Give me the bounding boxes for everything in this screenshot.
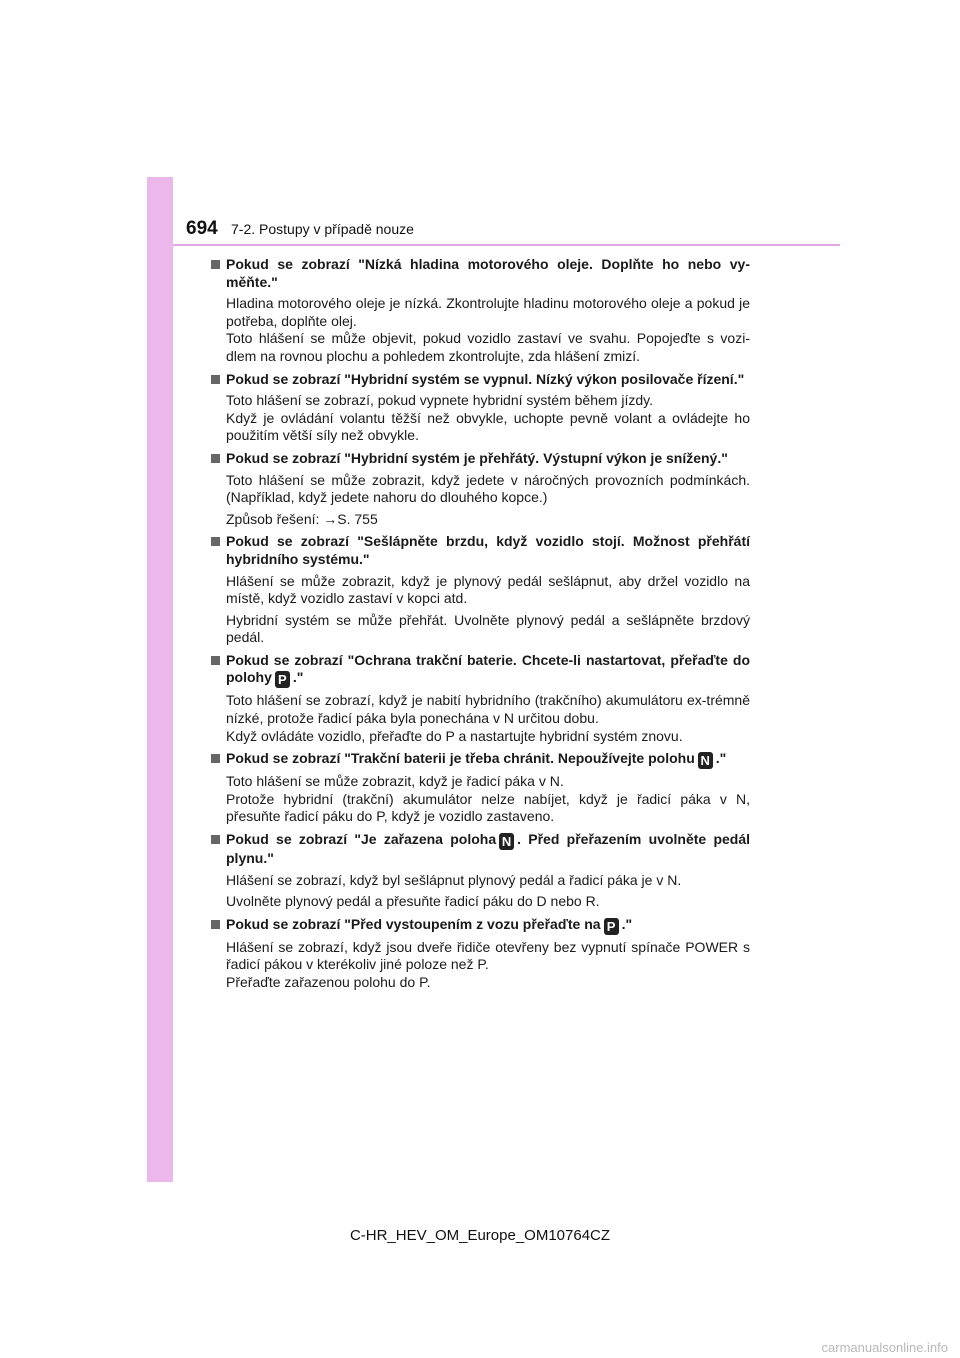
message-body: Hlášení se může zobrazit, když je plynový pedál sešlápnut, aby držel vozidlo na místě, když vozidlo zastaví v kopci atd.	[226, 572, 750, 607]
heading-text: Pokud se zobrazí "Sešlápněte brzdu, když vozidlo stojí. Možnost přehřátí hybridního systému."	[226, 533, 750, 567]
message-body: Hlášení se zobrazí, když jsou dveře řidiče otevřeny bez vypnutí spínače POWER s řadicí pákou v kterékoliv jiné poloze než P. Přeřaďte zařazenou polohu do P.	[226, 938, 750, 990]
gear-p-icon: P	[604, 918, 619, 935]
watermark: carmanualsonline.info	[821, 1340, 948, 1355]
message-item	[210, 916, 750, 992]
page-number: 694	[186, 218, 218, 239]
square-bullet-icon	[211, 754, 220, 763]
message-item	[210, 652, 750, 745]
square-bullet-icon	[211, 260, 220, 269]
square-bullet-icon	[211, 454, 220, 463]
heading-text: Pokud se zobrazí "Ochrana trakční baterie. Chcete-li nastartovat, přeřaďte do polohy	[226, 651, 750, 686]
heading-text: Pokud se zobrazí "Hybridní systém je přehřátý. Výstupní výkon je snížený."	[226, 449, 728, 466]
heading-text: Pokud se zobrazí "Hybridní systém se vypnul. Nízký výkon posilovače řízení."	[226, 370, 745, 387]
message-item	[210, 450, 750, 528]
message-item	[210, 256, 750, 366]
message-item	[210, 750, 750, 826]
message-body: Uvolněte plynový pedál a přesuňte řadicí páku do D nebo R.	[226, 893, 600, 910]
gear-n-icon: N	[499, 833, 514, 850]
message-body: Hladina motorového oleje je nízká. Zkontrolujte hladinu motorového oleje a pokud je potřeba, doplňte olej. Toto hlášení se může objevit, pokud vozidlo zastaví ve svahu. Popojeďte s vozi-dlem na rovnou plochu a pohledem zkontrolujte, zda hlášení zmizí.	[226, 295, 750, 364]
heading-text: Pokud se zobrazí "Před vystoupením z vozu přeřaďte na	[226, 915, 601, 932]
message-heading	[210, 256, 750, 291]
message-body: Toto hlášení se zobrazí, když je nabití hybridního (trakčního) akumulátoru ex-trémně nízké, protože řadicí páka byla ponechána v N určitou dobu. Když ovládáte vozidlo, přeřaďte do P a nastartujte hybridní systém znovu.	[226, 692, 750, 744]
message-heading	[210, 371, 750, 389]
heading-text-end: ."	[715, 750, 727, 767]
heading-text: Pokud se zobrazí "Nízká hladina motorového oleje. Doplňte ho nebo vy-měňte."	[226, 256, 750, 290]
message-heading	[210, 652, 750, 689]
heading-text-end: . Před přeřazením uvolněte pedál plynu."	[226, 831, 751, 867]
heading-text-end: ."	[292, 669, 304, 686]
square-bullet-icon	[211, 835, 220, 844]
message-heading	[210, 750, 750, 769]
message-body: Toto hlášení se může zobrazit, když je řadicí páka v N. Protože hybridní (trakční) akumulátor nelze nabíjet, když je řadicí páka v N, přesuňte řadicí páku do P, když je vozidlo zastaveno.	[226, 773, 750, 825]
message-body: Toto hlášení se zobrazí, pokud vypnete hybridní systém během jízdy. Když je ovládání volantu těžší než obvykle, uchopte pevně volant a ovládejte ho použitím větší síly než obvykle.	[226, 392, 750, 444]
heading-text: Pokud se zobrazí "Trakční baterii je třeba chránit. Nepoužívejte polohu	[226, 750, 695, 767]
header-divider	[173, 244, 840, 246]
content-body	[210, 256, 750, 997]
heading-text-end: ."	[621, 915, 633, 932]
message-heading	[210, 916, 750, 935]
heading-text: Pokud se zobrazí "Je zařazena poloha	[226, 831, 497, 848]
square-bullet-icon	[211, 656, 220, 665]
chapter-color-bar	[147, 177, 173, 1182]
message-item	[210, 371, 750, 445]
message-body: Hybridní systém se může přehřát. Uvolněte plynový pedál a sešlápněte brzdový pedál.	[226, 611, 750, 646]
message-body: Hlášení se zobrazí, když byl sešlápnut plynový pedál a řadicí páka je v N.	[226, 871, 682, 888]
square-bullet-icon	[211, 375, 220, 384]
message-body: Toto hlášení se může zobrazit, když jedete v náročných provozních podmínkách. (Například, když jedete nahoru do dlouhého kopce.)	[226, 471, 750, 506]
gear-p-icon: P	[275, 671, 290, 688]
square-bullet-icon	[211, 920, 220, 929]
message-item	[210, 831, 750, 911]
page-reference: Způsob řešení: →S. 755	[226, 510, 378, 527]
message-heading	[210, 831, 750, 868]
section-title: 7-2. Postupy v případě nouze	[231, 221, 414, 237]
square-bullet-icon	[211, 537, 220, 546]
gear-n-icon: N	[698, 752, 713, 769]
message-heading	[210, 533, 750, 568]
document-code: C-HR_HEV_OM_Europe_OM10764CZ	[349, 1227, 611, 1244]
message-item	[210, 533, 750, 647]
message-heading	[210, 450, 750, 468]
